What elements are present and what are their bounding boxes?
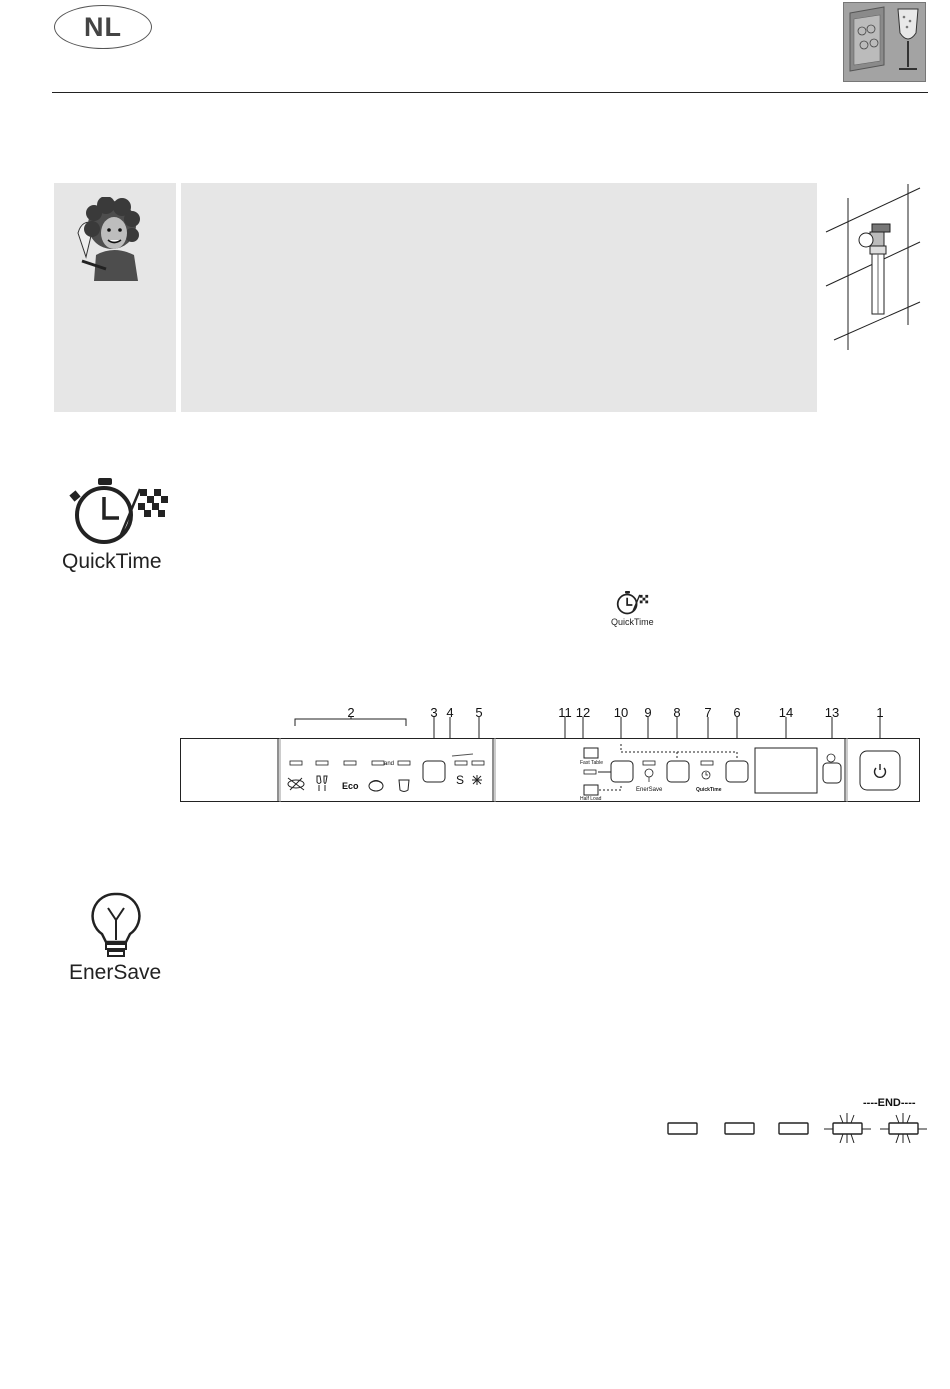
panel-number-5: 5 bbox=[475, 705, 483, 720]
enersave-button[interactable] bbox=[667, 761, 689, 782]
option-button-10[interactable] bbox=[611, 761, 633, 782]
info-box-content bbox=[181, 183, 817, 412]
enersave-label: EnerSave bbox=[69, 961, 162, 984]
indicator-off-1 bbox=[668, 1123, 697, 1134]
panel-number-7: 7 bbox=[704, 705, 712, 720]
program-select-button[interactable] bbox=[423, 761, 445, 782]
panel-number-12: 12 bbox=[575, 705, 591, 720]
eco-label: Eco bbox=[342, 781, 359, 791]
svg-text:S: S bbox=[456, 773, 465, 787]
water-tap-illustration bbox=[822, 180, 922, 352]
indicator-blinking-4 bbox=[833, 1123, 862, 1134]
quicktime-label: QuickTime bbox=[62, 550, 162, 573]
panel-number-10: 10 bbox=[613, 705, 629, 720]
panel-number-1: 1 bbox=[876, 705, 884, 720]
dishwasher-glass-icon bbox=[843, 2, 926, 82]
half-load-label: Half Load bbox=[580, 796, 602, 802]
panel-number-9: 9 bbox=[644, 705, 652, 720]
end-label: ----END---- bbox=[863, 1097, 916, 1109]
panel-number-4: 4 bbox=[446, 705, 454, 720]
delay-button[interactable] bbox=[823, 763, 841, 783]
panel-number-6: 6 bbox=[733, 705, 741, 720]
and-label: and bbox=[384, 761, 395, 767]
power-button[interactable] bbox=[860, 751, 900, 790]
header-rule bbox=[52, 92, 928, 93]
light-bulb-icon bbox=[86, 890, 146, 960]
stopwatch-flag-icon bbox=[60, 475, 170, 555]
quicktime-button[interactable] bbox=[726, 761, 748, 782]
panel-number-14: 14 bbox=[778, 705, 794, 720]
indicator-off-3 bbox=[779, 1123, 808, 1134]
indicator-off-2 bbox=[725, 1123, 754, 1134]
language-badge: NL bbox=[54, 5, 152, 49]
enersave-small-label: EnerSave bbox=[636, 787, 663, 793]
indicator-blinking-5 bbox=[889, 1123, 918, 1134]
svg-text:Fast Table: Fast Table bbox=[580, 760, 603, 766]
panel-number-2: 2 bbox=[347, 705, 355, 720]
panel-number-3: 3 bbox=[430, 705, 438, 720]
panel-number-13: 13 bbox=[824, 705, 840, 720]
quicktime-small-label: QuickTime bbox=[696, 787, 722, 793]
end-indicator-sequence bbox=[664, 1093, 930, 1143]
assistant-woman-icon bbox=[72, 197, 152, 281]
quicktime-inline-label: QuickTime bbox=[611, 617, 654, 627]
panel-number-8: 8 bbox=[673, 705, 681, 720]
stopwatch-flag-icon bbox=[606, 590, 656, 618]
time-display bbox=[755, 748, 817, 793]
control-panel-diagram bbox=[180, 738, 920, 802]
panel-number-11: 11 bbox=[558, 705, 572, 720]
